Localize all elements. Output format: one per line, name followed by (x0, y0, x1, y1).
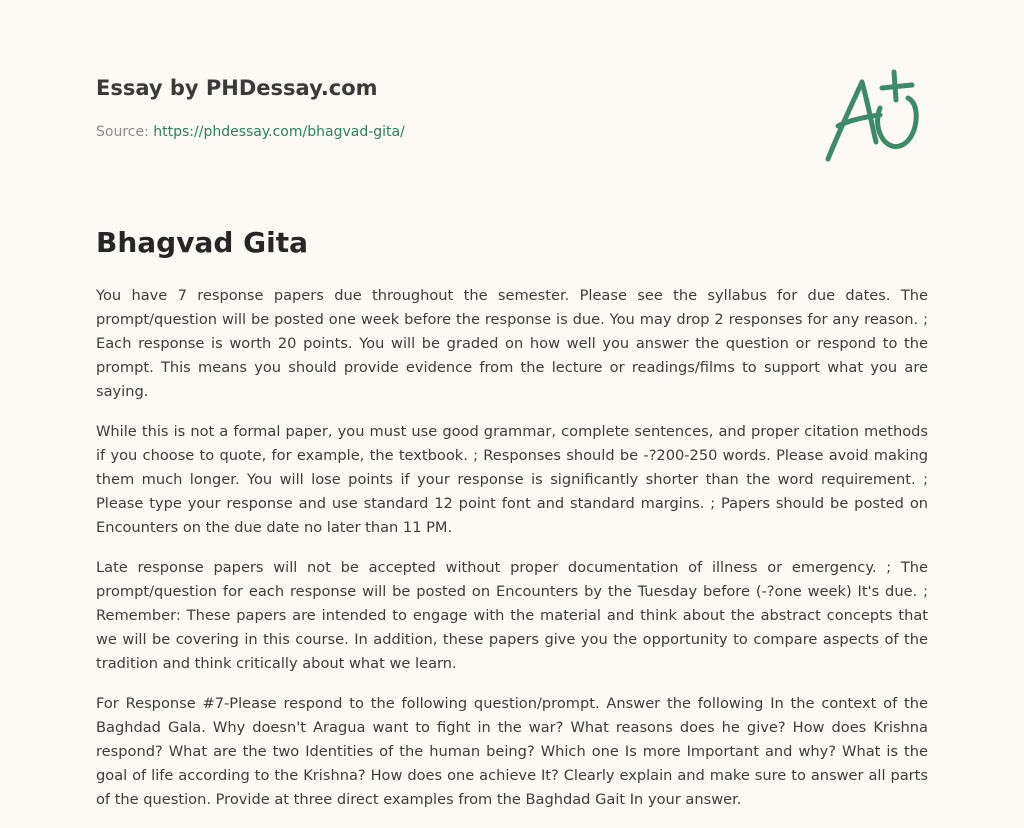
a-plus-logo-icon (824, 68, 928, 164)
source-link[interactable]: https://phdessay.com/bhagvad-gita/ (153, 124, 405, 140)
site-brand: Essay by PHDessay.com (96, 76, 378, 100)
source-label: Source: (96, 124, 154, 140)
essay-paragraph: Late response papers will not be accepted without proper documentation of illness or emergency. ; The prompt/question for each response will be posted on Encounters by the Tuesday before (-?one week) It's due. ; Remember: These papers are intended to engage with the material and think about the abstract concepts that we will be covering in this course. In addition, these papers give you the opportunity to compare aspects of the tradition and think critically about what we learn. (96, 559, 928, 672)
essay-paragraph: For Response #7-Please respond to the following question/prompt. Answer the following In the context of the Baghdad Gala. Why doesn't Aragua want to fight in the war? What reasons does he give? How does Krishna respond? What are the two Identities of the human being? Which one Is more Important and why? What is the goal of life according to the Krishna? How does one achieve It? Clearly explain and make sure to answer all parts of the question. Provide at three direct examples from the Baghdad Gait In your answer. (96, 695, 928, 808)
page-header (96, 0, 928, 180)
essay-paragraph: You have 7 response papers due throughout the semester. Please see the syllabus for due dates. The prompt/question will be posted one week before the response is due. You may drop 2 responses for any reason. ; Each response is worth 20 points. You will be graded on how well you answer the question or respond to the prompt. This means you should provide evidence from the lecture or readings/films to support what you are saying. (96, 287, 928, 400)
essay-title: Bhagvad Gita (96, 226, 309, 259)
essay-paragraph: While this is not a formal paper, you must use good grammar, complete sentences, and proper citation methods if you choose to quote, for example, the textbook. ; Responses should be -?200-250 words. Please avoid making them much longer. You will lose points if your response is significantly shorter than the word requirement. ; Please type your response and use standard 12 point font and standard margins. ; Papers should be posted on Encounters on the due date no later than 11 PM. (96, 423, 928, 536)
source-line (96, 124, 405, 140)
essay-body (96, 284, 928, 828)
